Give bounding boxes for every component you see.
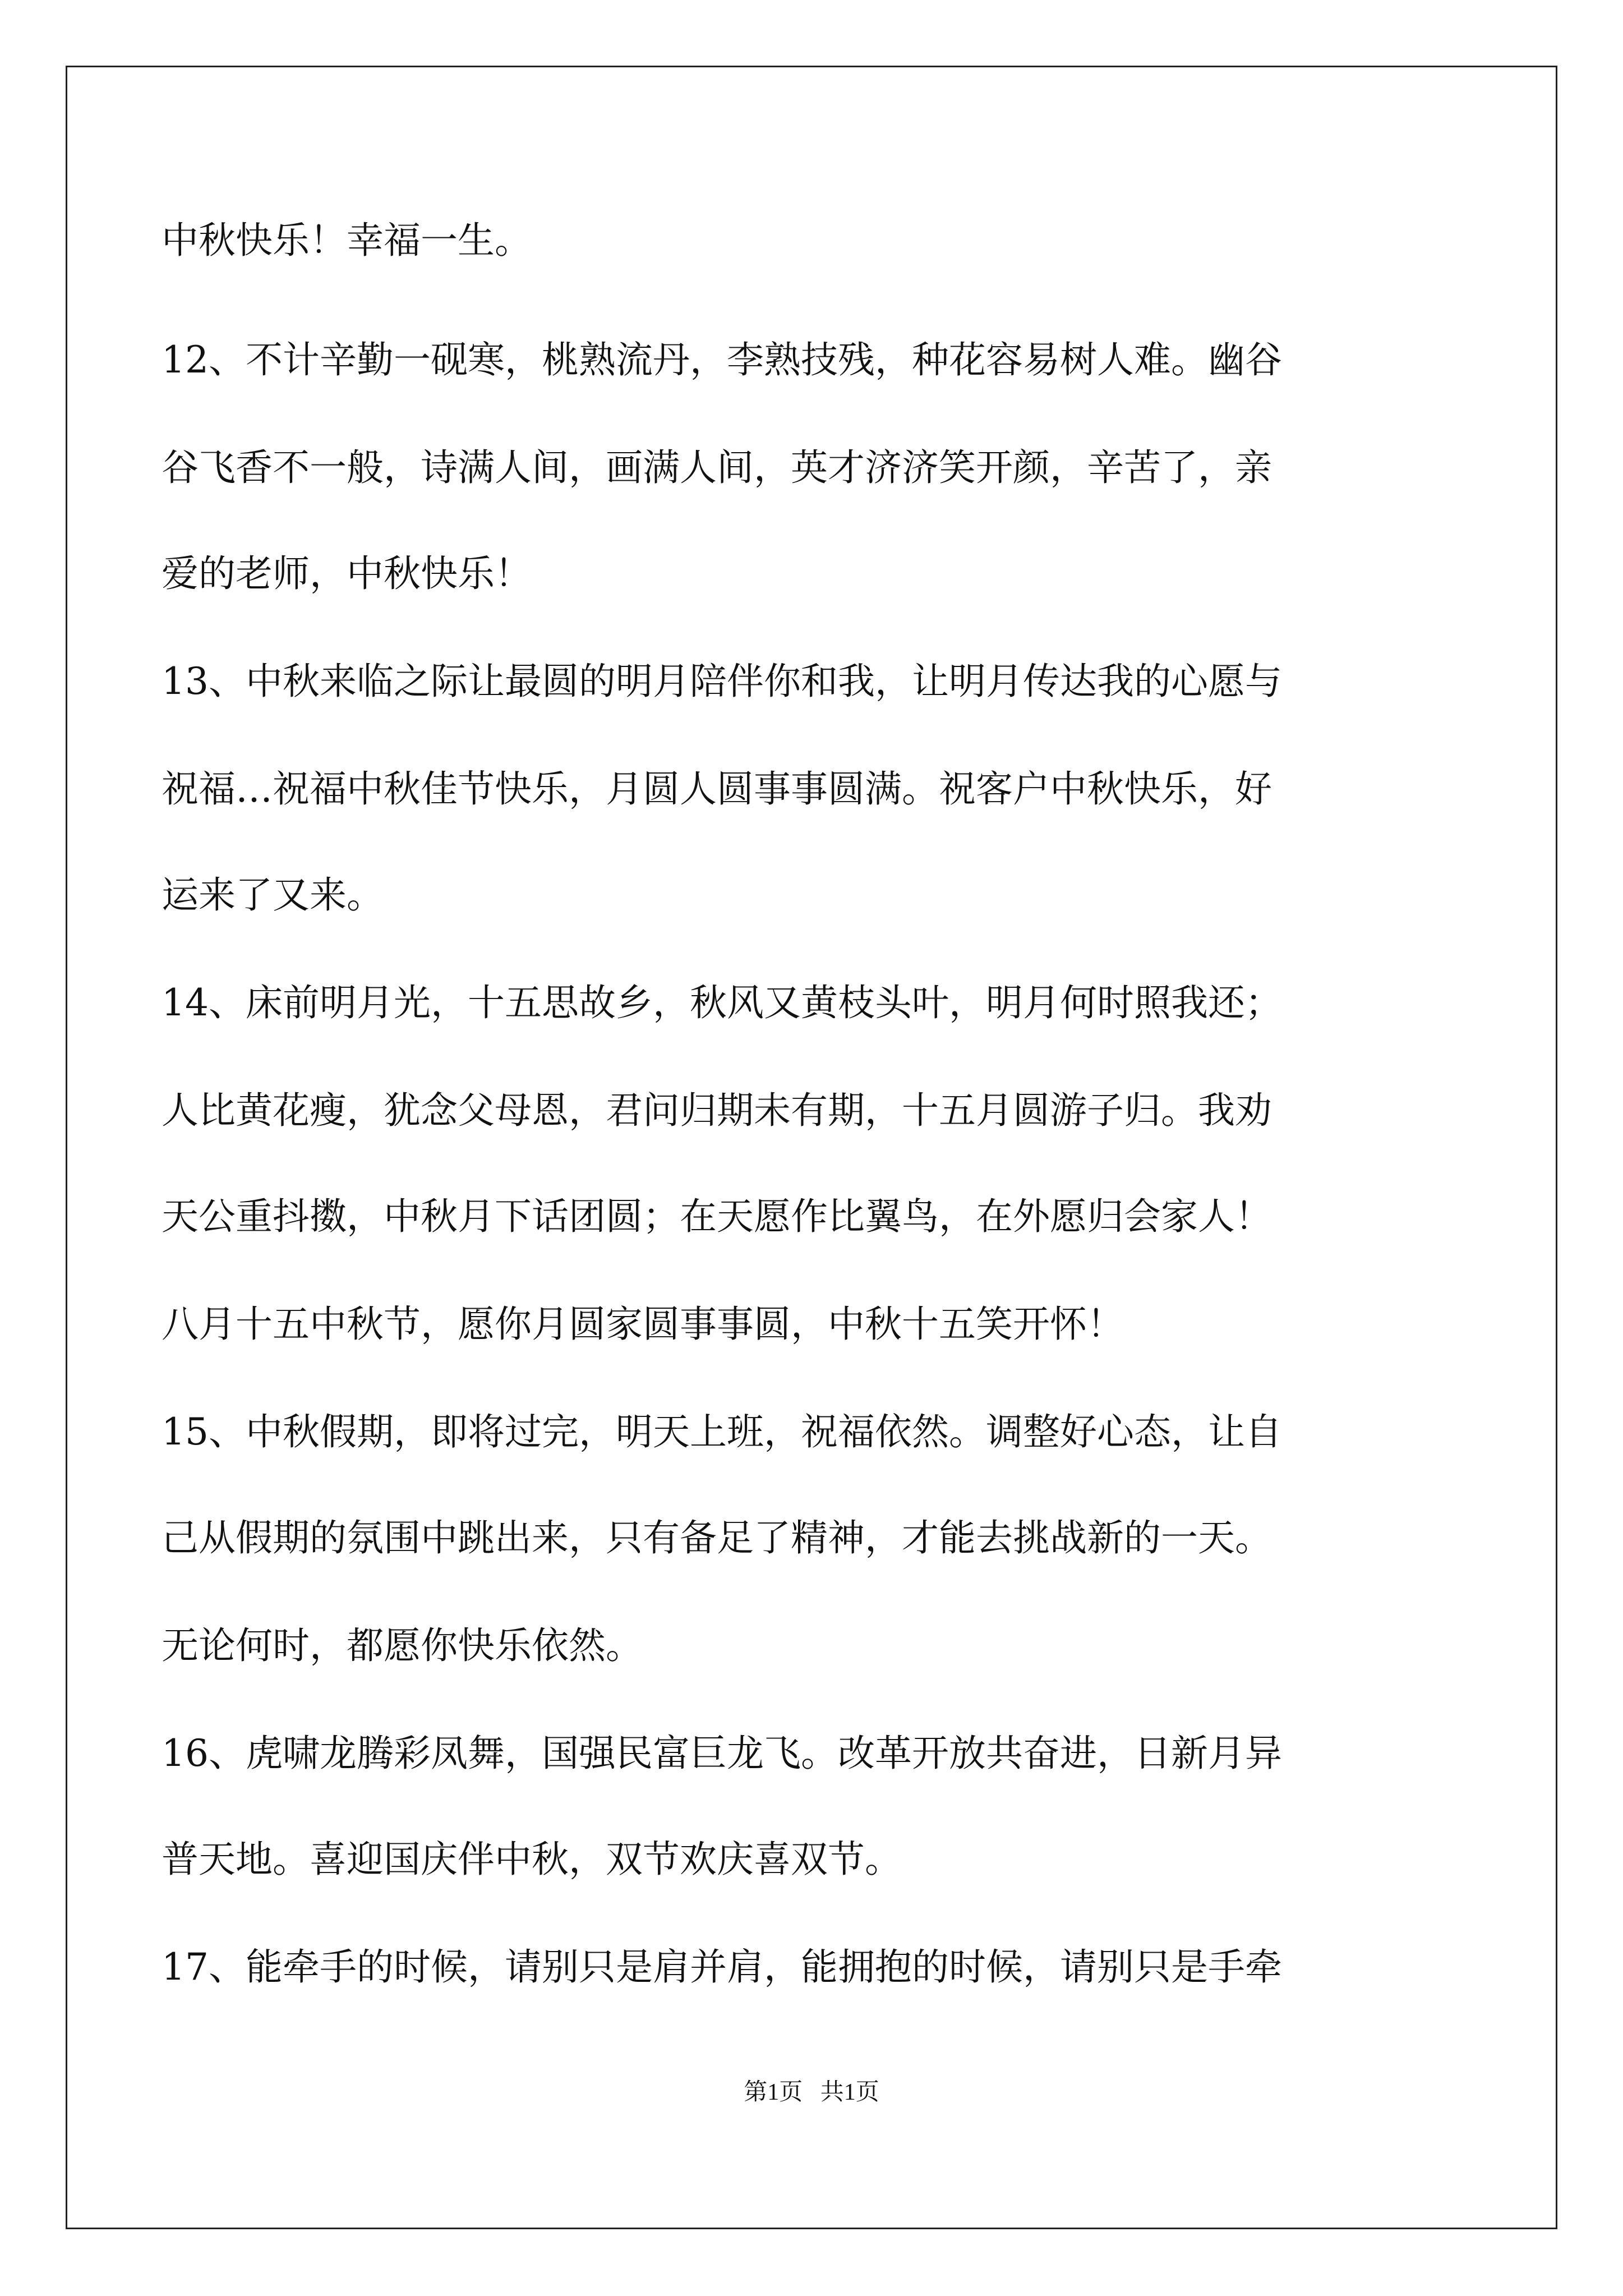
text-line: 中秋快乐！幸福一生。 xyxy=(162,219,532,262)
text-line: 14、床前明月光，十五思故乡，秋风又黄枝头叶，明月何时照我还； xyxy=(162,981,1282,1024)
text-line: 无论何时，都愿你快乐依然。 xyxy=(162,1624,643,1667)
page-number: 第1页 xyxy=(744,2079,803,2105)
page-footer xyxy=(0,2077,1623,2108)
page-total: 共1页 xyxy=(820,2079,879,2105)
text-line: 16、虎啸龙腾彩凤舞，国强民富巨龙飞。改革开放共奋进，日新月异 xyxy=(162,1732,1282,1775)
text-line: 谷飞香不一般，诗满人间，画满人间，英才济济笑开颜，辛苦了，亲 xyxy=(162,446,1272,489)
text-line: 天公重抖擞，中秋月下话团圆；在天愿作比翼鸟，在外愿归会家人！ xyxy=(162,1195,1272,1238)
text-line: 13、中秋来临之际让最圆的明月陪伴你和我，让明月传达我的心愿与 xyxy=(162,660,1282,703)
text-line: 运来了又来。 xyxy=(162,873,384,917)
text-line: 17、能牵手的时候，请别只是肩并肩，能拥抱的时候，请别只是手牵 xyxy=(162,1945,1282,1989)
text-line: 15、中秋假期，即将过完，明天上班，祝福依然。调整好心态，让自 xyxy=(162,1410,1282,1453)
text-line: 普天地。喜迎国庆伴中秋，双节欢庆喜双节。 xyxy=(162,1838,902,1881)
page-border xyxy=(66,66,1557,2229)
text-line: 己从假期的氛围中跳出来，只有备足了精神，才能去挑战新的一天。 xyxy=(162,1516,1272,1559)
text-line: 12、不计辛勤一砚寒，桃熟流丹，李熟技残，种花容易树人难。幽谷 xyxy=(162,338,1282,381)
text-line: 爱的老师，中秋快乐！ xyxy=(162,552,532,595)
text-line: 人比黄花瘦，犹念父母恩，君问归期未有期，十五月圆游子归。我劝 xyxy=(162,1089,1272,1132)
text-line: 八月十五中秋节，愿你月圆家圆事事圆，中秋十五笑开怀！ xyxy=(162,1303,1124,1346)
text-line: 祝福…祝福中秋佳节快乐，月圆人圆事事圆满。祝客户中秋快乐，好 xyxy=(162,767,1272,811)
